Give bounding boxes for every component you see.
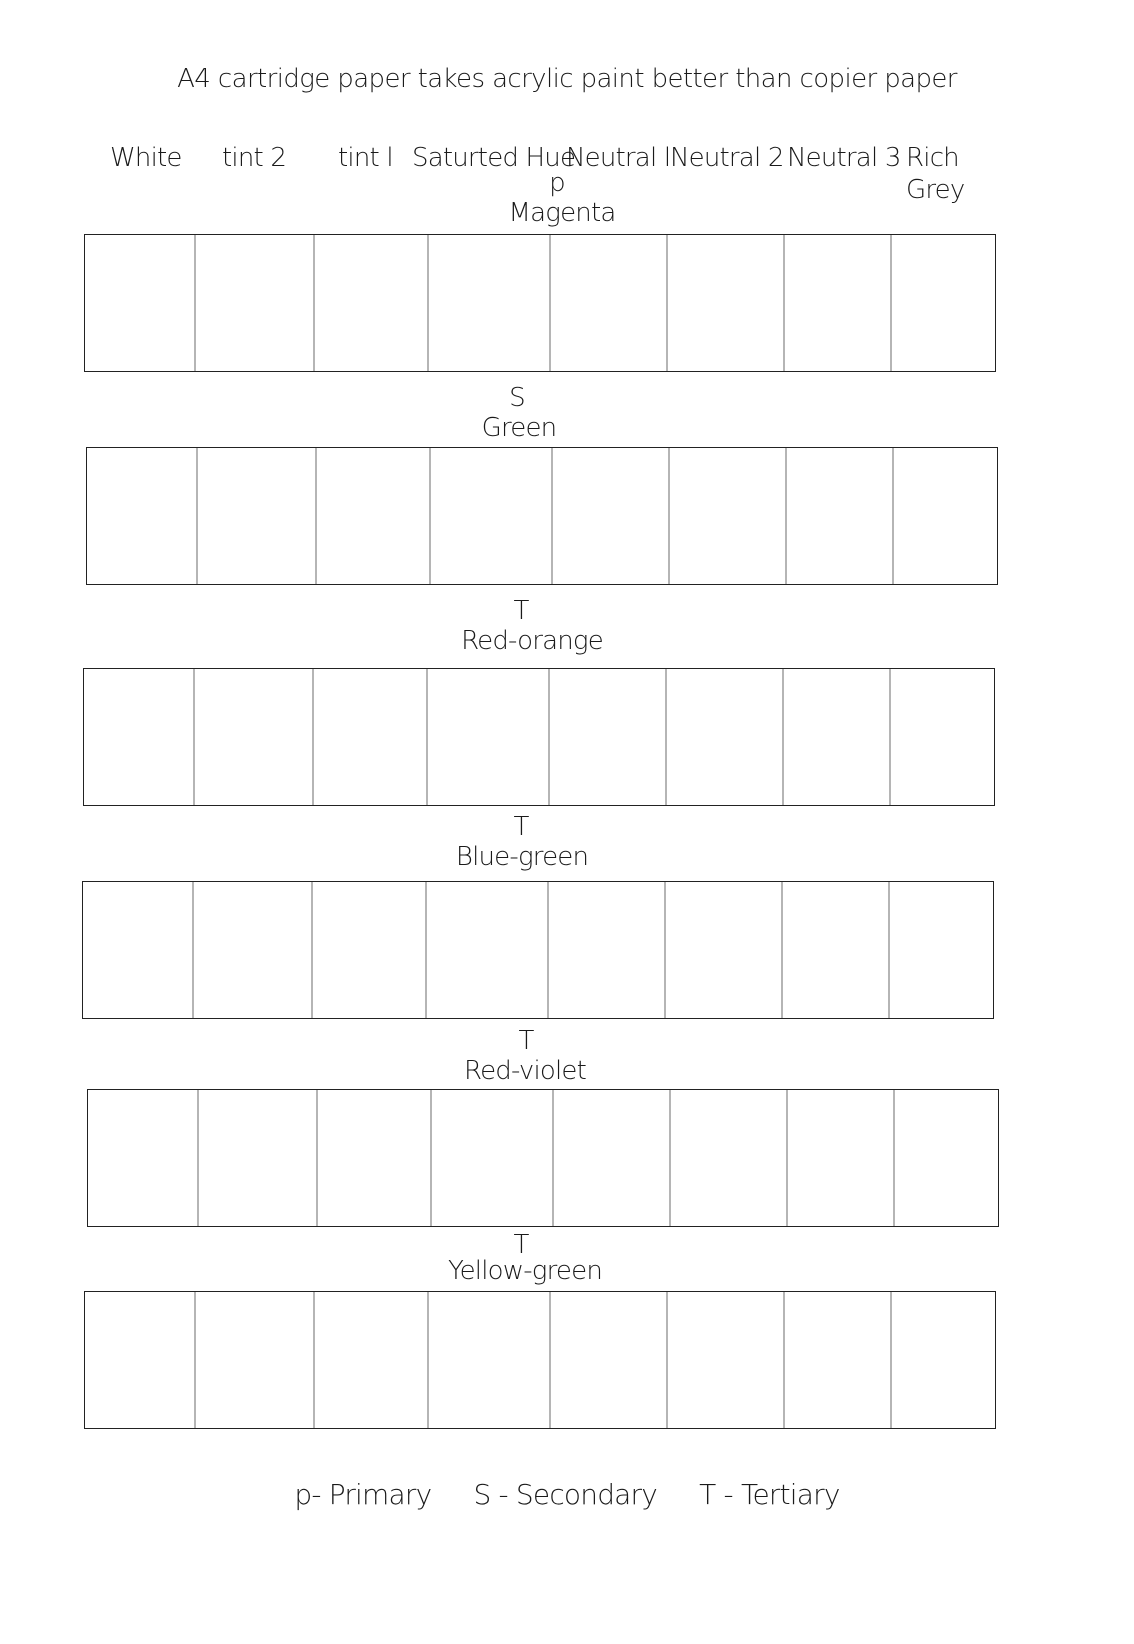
swatch-cell[interactable] (892, 235, 995, 371)
swatch-cell[interactable] (87, 448, 198, 584)
swatch-cell[interactable] (670, 448, 787, 584)
row-label-yellow-green (0, 1232, 1134, 1284)
swatch-cell[interactable] (85, 1292, 196, 1428)
row-type-marker: T (513, 1230, 529, 1260)
swatch-cell[interactable] (314, 669, 428, 805)
swatch-cell[interactable] (550, 669, 667, 805)
swatch-cell[interactable] (892, 1292, 995, 1428)
swatch-cell[interactable] (198, 448, 317, 584)
swatch-cell[interactable] (784, 669, 891, 805)
swatch-cell[interactable] (85, 235, 196, 371)
swatch-cell[interactable] (666, 882, 783, 1018)
column-header-white: White (110, 143, 182, 173)
row-label-magenta (0, 168, 1134, 228)
swatch-cell[interactable] (668, 235, 785, 371)
swatch-cell[interactable] (196, 235, 315, 371)
column-header-neutral-1: Neutral l (566, 143, 671, 173)
row-type-marker: T (513, 812, 529, 842)
legend (0, 1478, 1134, 1511)
row-type-marker: T (513, 596, 529, 626)
swatch-cell[interactable] (84, 669, 195, 805)
swatch-cell[interactable] (667, 669, 784, 805)
row-color-name: Green (481, 413, 557, 443)
swatch-cell[interactable] (431, 448, 553, 584)
swatch-cell[interactable] (315, 235, 429, 371)
swatch-cell[interactable] (554, 1090, 671, 1226)
row-color-name: Blue-green (455, 842, 589, 872)
row-label-red-orange (0, 596, 1134, 656)
swatch-cell[interactable] (890, 882, 993, 1018)
swatch-cell[interactable] (788, 1090, 895, 1226)
swatch-cell[interactable] (196, 1292, 315, 1428)
swatch-strip-red-orange (83, 668, 995, 806)
swatch-cell[interactable] (891, 669, 994, 805)
swatch-cell[interactable] (317, 448, 431, 584)
swatch-cell[interactable] (894, 448, 997, 584)
swatch-cell[interactable] (313, 882, 427, 1018)
swatch-cell[interactable] (429, 1292, 551, 1428)
row-label-blue-green (0, 812, 1134, 872)
row-color-name: Red-violet (463, 1056, 586, 1086)
swatch-cell[interactable] (432, 1090, 554, 1226)
swatch-cell[interactable] (318, 1090, 432, 1226)
swatch-cell[interactable] (671, 1090, 788, 1226)
row-color-name: Yellow-green (447, 1256, 603, 1286)
row-type-marker: S (509, 383, 525, 413)
swatch-cell[interactable] (787, 448, 894, 584)
swatch-strip-yellow-green (84, 1291, 996, 1429)
row-label-green (0, 383, 1134, 443)
legend-tertiary: T - Tertiary (699, 1478, 840, 1511)
swatch-cell[interactable] (429, 235, 551, 371)
page-title: A4 cartridge paper takes acrylic paint better than copier paper (177, 64, 957, 94)
swatch-cell[interactable] (785, 235, 892, 371)
column-header-neutral-3: Neutral 3 (787, 143, 901, 173)
swatch-cell[interactable] (428, 669, 550, 805)
swatch-cell[interactable] (553, 448, 670, 584)
row-color-name: Red-orange (461, 626, 603, 656)
swatch-cell[interactable] (551, 1292, 668, 1428)
column-header-tint-2: tint 2 (222, 143, 287, 173)
column-header-saturated-hue: Saturted Hue (412, 143, 576, 173)
swatch-cell[interactable] (785, 1292, 892, 1428)
swatch-cell[interactable] (199, 1090, 318, 1226)
swatch-cell[interactable] (194, 882, 313, 1018)
row-color-name: Magenta (508, 198, 616, 228)
column-header-rich-grey: Rich Grey (906, 143, 965, 205)
legend-secondary: S - Secondary (473, 1478, 658, 1511)
swatch-strip-red-violet (87, 1089, 999, 1227)
swatch-cell[interactable] (895, 1090, 998, 1226)
column-header-neutral-2: Neutral 2 (670, 143, 784, 173)
swatch-cell[interactable] (83, 882, 194, 1018)
column-header-tint-1: tint l (338, 143, 393, 173)
swatch-cell[interactable] (668, 1292, 785, 1428)
swatch-strip-blue-green (82, 881, 994, 1019)
swatch-cell[interactable] (549, 882, 666, 1018)
swatch-cell[interactable] (195, 669, 314, 805)
swatch-strip-magenta (84, 234, 996, 372)
swatch-cell[interactable] (315, 1292, 429, 1428)
swatch-cell[interactable] (88, 1090, 199, 1226)
swatch-strip-green (86, 447, 998, 585)
row-type-marker: T (518, 1026, 534, 1056)
legend-primary: p- Primary (294, 1478, 432, 1511)
swatch-cell[interactable] (551, 235, 668, 371)
row-label-red-violet (0, 1026, 1134, 1086)
row-type-marker: p (549, 168, 565, 198)
swatch-cell[interactable] (427, 882, 549, 1018)
swatch-cell[interactable] (783, 882, 890, 1018)
